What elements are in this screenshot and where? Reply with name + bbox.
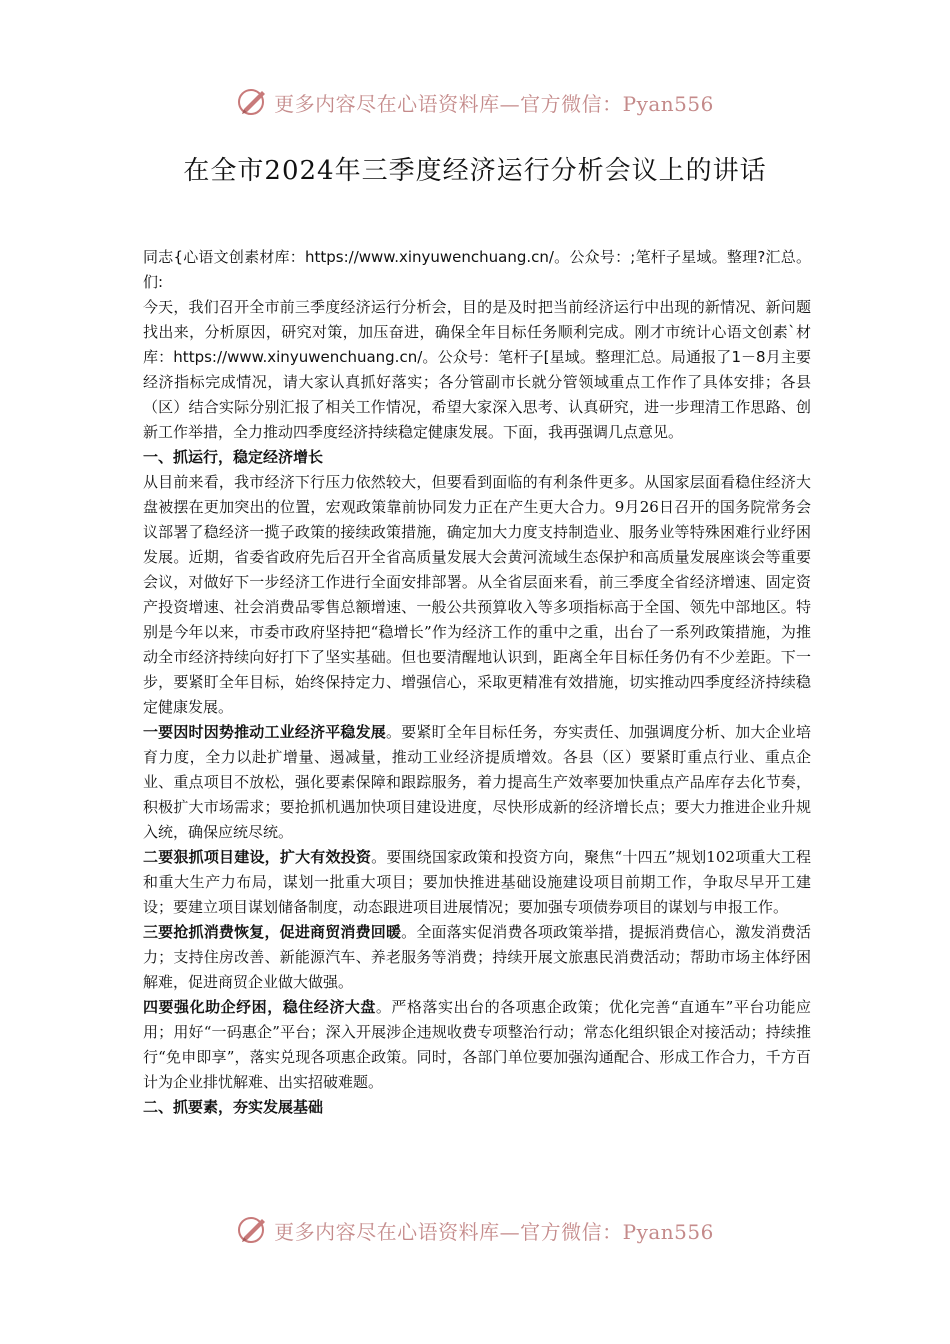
point-text: 。要紧盯全年目标任务，夯实责任、加强调度分析、加大企业培育力度，全力以赴扩增量、遏减量，推动工业经济提质增效。各县（区）要紧盯重点行业、重点企业、重点项目不放松，强化要素保障和跟踪服务，着力提高生产效率要加快重点产品库存去化节奏，积极扩大市场需求；要抢抓机遇加快项目建设进度，尽快形成新的经济增长点；要大力推进企业升规入统，确保应统尽统。 — [143, 723, 811, 841]
section1-body: 从目前来看，我市经济下行压力依然较大，但要看到面临的有利条件更多。从国家层面看稳住经济大盘被摆在更加突出的位置，宏观政策靠前协同发力正在产生更大合力。9月26日召开的国务院常务会议部署了稳经济一揽子政策的接续政策措施，确定加大力度支持制造业、服务业等特殊困难行业纾困发展。近期，省委省政府先后召开全省高质量发展大会黄河流域生态保护和高质量发展座谈会等重要会议，对做好下一步经济工作进行全面安排部署。从全省层面来看，前三季度全省经济增速、固定资产投资增速、社会消费品零售总额增速、一般公共预算收入等多项指标高于全国、领先中部地区。特别是今年以来，市委市政府坚持把“稳增长”作为经济工作的重中之重，出台了一系列政策措施，为推动全市经济持续向好打下了坚实基础。但也要清醒地认识到，距离全年目标任务仍有不少差距。下一步，要紧盯全年目标，始终保持定力、增强信心，采取更精准有效措施，切实推动四季度经济持续稳定健康发展。 — [143, 473, 811, 716]
point-paragraph-4 — [143, 995, 811, 1095]
point-text: 。严格落实出台的各项惠企政策；优化完善“直通车”平台功能应用；用好“一码惠企”平台；深入开展涉企违规收费专项整治行动；常态化组织银企对接活动；持续推行“免申即享”，落实兑现各项惠企政策。同时，各部门单位要加强沟通配合、形成工作合力，千方百计为企业排忧解难、出实招破难题。 — [143, 998, 811, 1091]
point-paragraph-2 — [143, 845, 811, 920]
watermark-text: 更多内容尽在心语资料库—官方微信：Pyan556 — [274, 91, 714, 116]
point-lead: 三要抢抓消费恢复，促进商贸消费回暖 — [143, 923, 402, 941]
point-text: 。全面落实促消费各项政策举措，提振消费信心，激发消费活力；支持住房改善、新能源汽车、养老服务等消费；持续开展文旅惠民消费活动；帮助市场主体纾困解难，促进商贸企业做大做强。 — [143, 923, 811, 991]
pen-logo-icon — [236, 85, 270, 119]
page-title: 在全市2024年三季度经济运行分析会议上的讲话 — [183, 156, 767, 186]
point-lead: 四要强化助企纾困，稳住经济大盘 — [143, 998, 376, 1016]
section-heading-1: 一、抓运行，稳定经济增长 — [143, 448, 324, 466]
section-heading-2: 二、抓要素，夯实发展基础 — [143, 1098, 324, 1116]
pen-logo-icon — [236, 1213, 270, 1247]
top-watermark-banner — [0, 84, 950, 120]
point-lead: 一要因时因势推动工业经济平稳发展 — [143, 723, 386, 741]
point-lead: 二要狠抓项目建设，扩大有效投资 — [143, 848, 372, 866]
intro-salutation: 同志{心语文创素材库：https://www.xinyuwenchuang.cn/。公众号：;笔杆子星域。整理?汇总。们: — [143, 248, 811, 291]
watermark-text: 更多内容尽在心语资料库—官方微信：Pyan556 — [274, 1219, 714, 1244]
point-paragraph-3 — [143, 920, 811, 995]
document-body — [143, 245, 811, 1120]
point-text: 。要围绕国家政策和投资方向，聚焦“十四五”规划102项重大工程和重大生产力布局，谋划一批重大项目；要加快推进基础设施建设项目前期工作，争取尽早开工建设；要建立项目谋划储备制度，动态跟进项目进展情况；要加强专项债券项目的谋划与申报工作。 — [143, 848, 811, 916]
bottom-watermark-banner — [0, 1212, 950, 1248]
point-paragraph-1 — [143, 720, 811, 845]
intro-paragraph: 今天，我们召开全市前三季度经济运行分析会，目的是及时把当前经济运行中出现的新情况、新问题找出来，分析原因，研究对策，加压奋进，确保全年目标任务顺利完成。刚才市统计心语文创素`材库：https://www.xinyuwenchuang.cn/。公众号：笔杆子[星域。整理汇总。局通报了1－8月主要经济指标完成情况，请大家认真抓好落实；各分管副市长就分管领域重点工作作了具体安排；各县（区）结合实际分别汇报了相关工作情况，希望大家深入思考、认真研究，进一步理清工作思路、创新工作举措，全力推动四季度经济持续稳定健康发展。下面，我再强调几点意见。 — [143, 298, 811, 441]
